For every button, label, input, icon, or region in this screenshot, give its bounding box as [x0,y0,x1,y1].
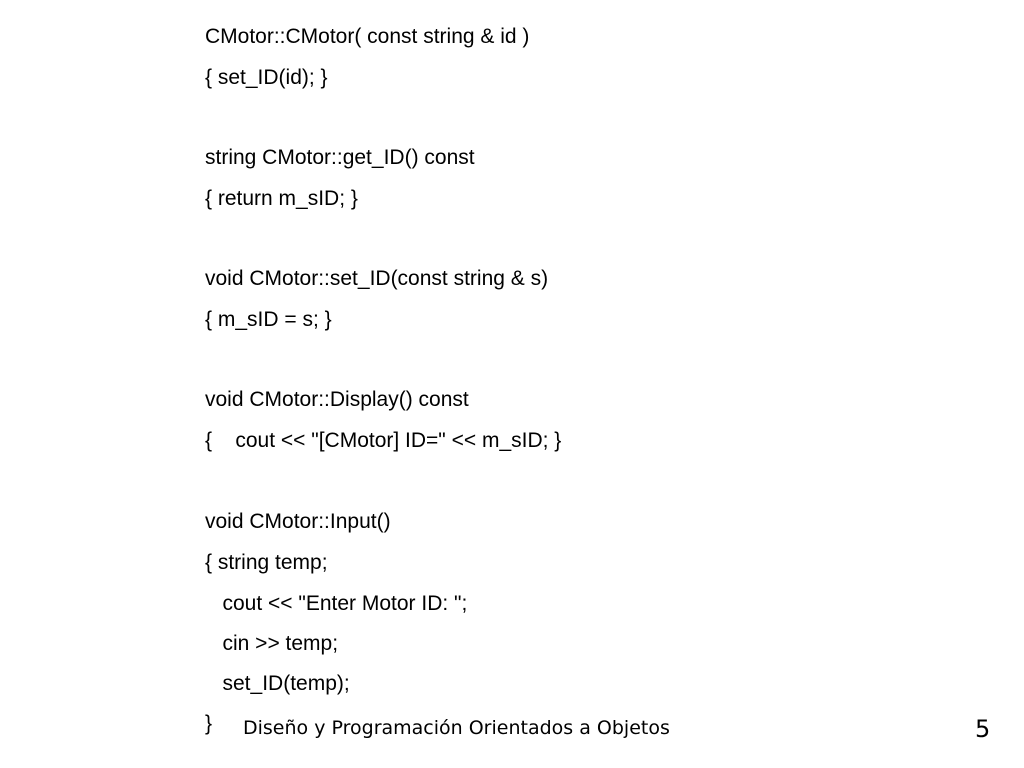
closing-brace: } [205,712,213,735]
code-line: set_ID(temp); [205,672,350,695]
code-line: { m_sID = s; } [205,308,332,331]
code-line: cout << "Enter Motor ID: "; [205,592,468,615]
code-line: { string temp; [205,551,328,574]
footer-title: Diseño y Programación Orientados a Objetos [243,717,670,739]
code-line: { set_ID(id); } [205,66,328,89]
code-line: void CMotor::Display() const [205,388,469,411]
code-line: void CMotor::Input() [205,510,391,533]
code-line: cin >> temp; [205,632,339,655]
code-line: CMotor::CMotor( const string & id ) [205,25,530,48]
code-line: { cout << "[CMotor] ID=" << m_sID; } [205,429,562,452]
code-line: { return m_sID; } [205,187,358,210]
page-number: 5 [975,715,991,743]
code-line: string CMotor::get_ID() const [205,146,475,169]
code-line: void CMotor::set_ID(const string & s) [205,267,549,290]
